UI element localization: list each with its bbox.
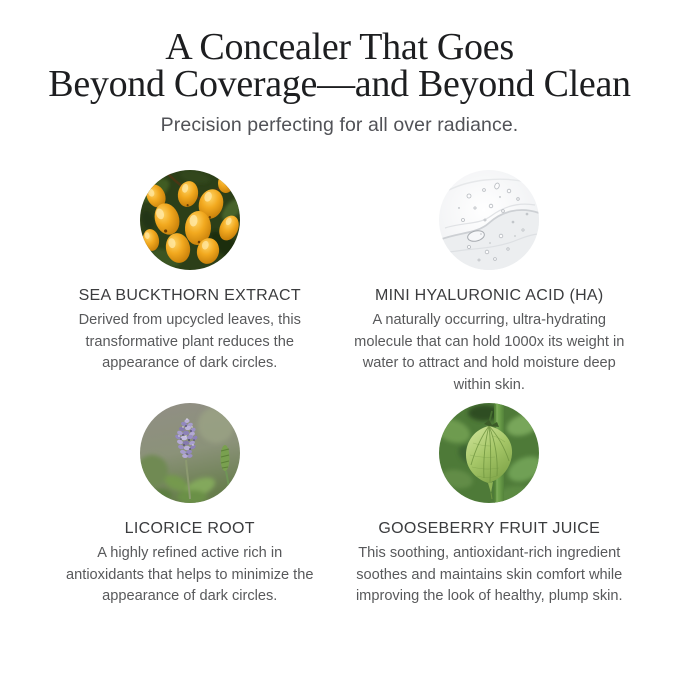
clear-gel-texture-photo bbox=[439, 170, 539, 270]
ingredient-card-hyaluronic-acid bbox=[340, 170, 640, 396]
licorice-flower-icon bbox=[140, 403, 240, 503]
ingredient-description: Derived from upcycled leaves, this transformative plant reduces the appearance of dark circles. bbox=[78, 312, 301, 372]
sea-buckthorn-berries-photo bbox=[140, 170, 240, 270]
ingredient-name: SEA BUCKTHORN EXTRACT bbox=[78, 287, 301, 304]
page-subtitle: Precision perfecting for all over radiance. bbox=[160, 114, 519, 136]
ingredient-name: GOOSEBERRY FRUIT JUICE bbox=[378, 520, 601, 537]
gooseberry-husk-photo bbox=[439, 403, 539, 503]
ingredient-card-licorice-root bbox=[40, 403, 340, 608]
header bbox=[0, 0, 679, 137]
ingredient-name: LICORICE ROOT bbox=[124, 520, 255, 537]
ingredient-card-gooseberry bbox=[340, 403, 640, 608]
gooseberry-husk-icon bbox=[439, 403, 539, 503]
ingredient-name: MINI HYALURONIC ACID (HA) bbox=[374, 287, 604, 304]
ingredient-description: This soothing, antioxidant-rich ingredient soothes and maintains skin comfort while improving the look of healthy, plump skin. bbox=[355, 545, 623, 605]
ingredient-card-sea-buckthorn bbox=[40, 170, 340, 375]
sea-buckthorn-berries-icon bbox=[140, 170, 240, 270]
clear-gel-texture-icon bbox=[439, 170, 539, 270]
ingredient-grid bbox=[0, 137, 679, 608]
ingredient-description: A naturally occurring, ultra-hydrating molecule that can hold 1000x its weight in water to attract and hold moisture deep within skin. bbox=[354, 312, 625, 393]
licorice-flower-photo bbox=[140, 403, 240, 503]
ingredient-description: A highly refined active rich in antioxidants that helps to minimize the appearance of dark circles. bbox=[66, 545, 314, 605]
page-title-line2: Beyond Coverage—and Beyond Clean bbox=[48, 63, 631, 105]
page-title-line1: A Concealer That Goes bbox=[165, 26, 514, 68]
page-title bbox=[0, 26, 679, 105]
